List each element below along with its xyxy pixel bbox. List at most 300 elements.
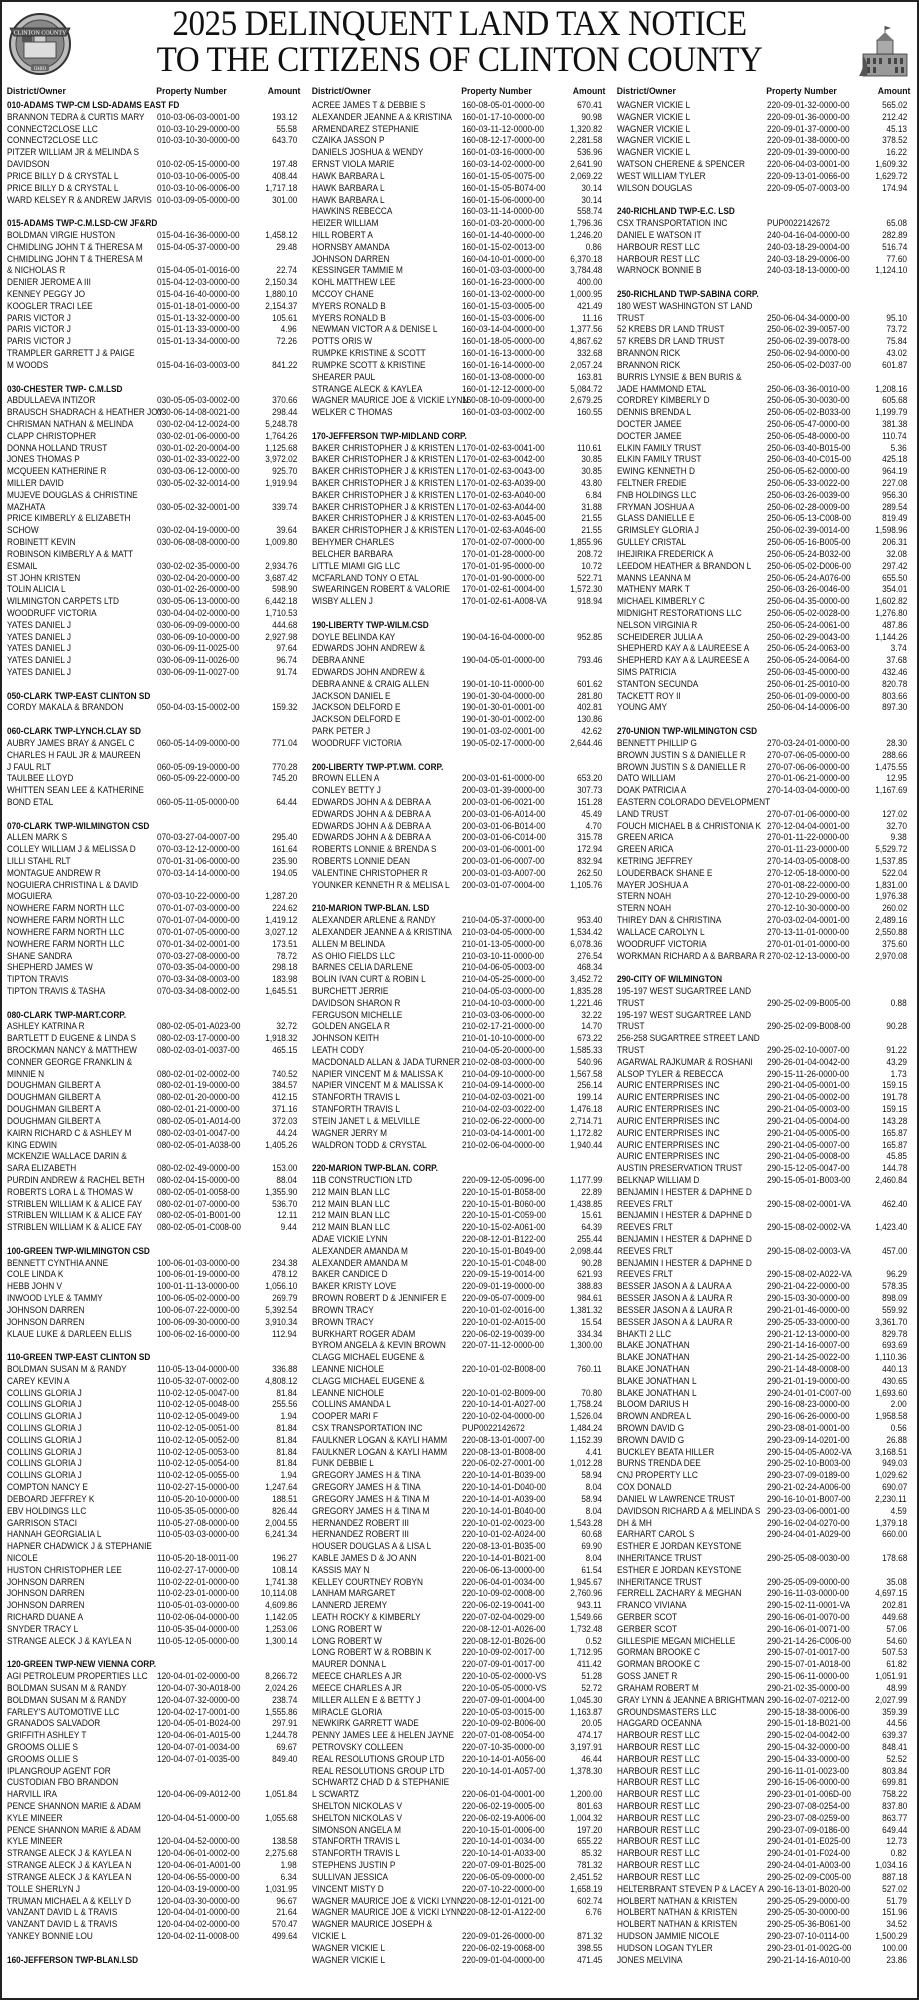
listing-row <box>615 584 917 596</box>
owner-name: BARNES CELIA DARLENE <box>312 962 413 974</box>
owner-name: ELKIN FAMILY TRUST <box>617 442 702 454</box>
district-heading <box>310 620 612 632</box>
listing-row <box>310 1636 612 1648</box>
amount: 1,831.00 <box>874 879 907 891</box>
amount: 837.80 <box>881 1801 907 1812</box>
listing-row <box>5 513 307 525</box>
listing-row <box>615 1258 917 1270</box>
property-number: 270-14-03-04-0000-00 <box>767 785 850 797</box>
owner-name: MANNS LEANNA M <box>617 572 691 584</box>
property-number: 250-06-05-02-0028-00 <box>767 607 850 619</box>
owner-name: WAGNER VICKIE L <box>617 135 691 147</box>
listing-row <box>5 1222 307 1234</box>
listing-row <box>310 1919 612 1931</box>
amount: 161.64 <box>271 844 297 856</box>
amount: 653.20 <box>576 773 602 785</box>
owner-name: WISBY ALLEN J <box>312 596 373 608</box>
property-number: 220-09-01-36-0000-00 <box>767 111 850 123</box>
listing-row <box>310 454 612 466</box>
listing-row <box>5 1588 307 1600</box>
amount: 297.42 <box>881 560 907 572</box>
listing-row <box>310 1021 612 1033</box>
amount: 54.60 <box>886 1635 907 1647</box>
property-number: 250-06-05-02-D037-00 <box>767 359 851 371</box>
owner-name: JACKSON DANIEL E <box>312 690 391 702</box>
listing-row <box>5 277 307 289</box>
amount: 0.88 <box>890 997 907 1009</box>
listing-row <box>615 1848 917 1860</box>
owner-name: HERNANDEZ ROBERT III <box>312 1517 409 1529</box>
listing-row <box>5 785 307 797</box>
property-number: 290-25-05-30-0000-00 <box>767 1907 850 1919</box>
property-number: 070-03-34-08-0002-00 <box>157 985 240 997</box>
amount: 307.73 <box>576 785 602 797</box>
property-number: 220-09-01-32-0000-00 <box>767 100 850 111</box>
amount: 191.78 <box>881 1092 907 1104</box>
owner-name: BESSER JASON A & LAURA R <box>617 1293 733 1305</box>
owner-name: WILMINGTON CARPETS LTD <box>7 596 120 608</box>
amount: 354.01 <box>881 584 907 596</box>
property-number: 270-01-06-21-0000-00 <box>767 773 850 785</box>
owner-name: BAKER CHRISTOPHER J & KRISTEN L <box>312 442 462 454</box>
property-number: 210-04-09-10-0000-00 <box>462 1068 545 1080</box>
property-number: 250-06-05-33-0022-00 <box>767 478 850 489</box>
property-number: 290-15-08-02-0002-VA <box>767 1222 851 1234</box>
owner-name: LEATH CODY <box>312 1045 365 1056</box>
property-number: 160-01-12-12-0000-00 <box>462 383 545 395</box>
property-number: 220-08-13-01-B008-00 <box>462 1446 546 1458</box>
amount: 238.74 <box>271 1694 297 1706</box>
amount: 1,598.96 <box>874 525 907 537</box>
property-number: 070-01-07-04-0000-00 <box>157 915 240 927</box>
owner-name: DAVIDSON <box>7 159 50 171</box>
property-number: 220-09-15-19-0014-00 <box>462 1269 545 1281</box>
property-number: 290-24-04-01-A003-00 <box>767 1860 851 1872</box>
district-heading <box>5 1955 307 1967</box>
listing-row <box>310 301 612 313</box>
owner-name: WALLACE CAROLYN L <box>617 926 705 938</box>
amount: 1,045.30 <box>569 1694 602 1706</box>
listing-row <box>310 100 612 112</box>
property-number: 220-10-14-01-D040-00 <box>462 1482 546 1494</box>
property-number: 190-04-05-01-0000-00 <box>462 655 545 667</box>
district-heading <box>310 1163 612 1175</box>
listing-row <box>615 1872 917 1884</box>
owner-name: DANIEL E WATSON IT <box>617 229 702 241</box>
property-number: 190-01-10-11-0000-00 <box>462 678 544 690</box>
listing-row <box>5 797 307 809</box>
owner-name: SHELTON NICKOLAS V <box>312 1801 403 1812</box>
property-number: 290-21-04-05-0007-00 <box>767 1139 850 1151</box>
owner-name: FNB HOLDINGS LLC <box>617 489 697 501</box>
amount: 151.28 <box>576 796 602 808</box>
listing-row <box>310 1069 612 1081</box>
owner-name: GRIMSLEY GLORIA J <box>617 525 699 537</box>
property-number: 110-02-27-15-0000-00 <box>157 1482 239 1494</box>
amount: 745.20 <box>271 773 297 785</box>
property-number: 120-04-04-52-0000-00 <box>157 1836 240 1848</box>
property-number: 160-01-15-05-B074-00 <box>462 182 546 194</box>
amount: 1,246.20 <box>569 229 602 241</box>
property-number: 290-23-03-06-0001-00 <box>767 1505 850 1517</box>
district-heading <box>5 1659 307 1671</box>
owner-name: 180 WEST WASHINGTON ST LAND <box>617 300 753 312</box>
owner-name: LEATH ROCKY & KIMBERLY <box>312 1612 421 1623</box>
amount: 465.15 <box>271 1045 297 1056</box>
owner-name: BOLDMAN VIRGIE HUSTON <box>7 229 116 241</box>
property-number: 220-10-05-03-0015-00 <box>462 1706 545 1718</box>
property-number: 160-01-15-05-0075-00 <box>462 170 545 182</box>
owner-name: 52 KREBS DR LAND TRUST <box>617 324 725 336</box>
listing-row <box>615 1718 917 1730</box>
property-number: 170-01-01-28-0000-00 <box>462 548 545 560</box>
owner-name: WAGNER VICKIE L <box>312 1942 386 1954</box>
listing-row <box>5 112 307 124</box>
amount: 64.44 <box>276 796 297 808</box>
owner-name: 195-197 WEST SUGARTREE LAND <box>617 985 752 997</box>
amount: 160.55 <box>576 407 602 419</box>
listing-row <box>310 1364 612 1376</box>
property-number: 220-09-01-26-0000-00 <box>462 1930 545 1942</box>
amount: 26.88 <box>886 1434 907 1446</box>
amount: 3,972.02 <box>264 454 297 466</box>
listing-row <box>310 1388 612 1400</box>
amount: 206.31 <box>881 537 907 549</box>
district-heading <box>5 821 307 833</box>
property-number: 080-02-01-19-0000-00 <box>157 1080 240 1092</box>
property-number: 120-04-07-30-A018-00 <box>157 1682 241 1694</box>
owner-name: CHRISMAN NATHAN & MELINDA <box>7 418 134 430</box>
property-number: 220-06-01-04-0001-00 <box>462 1789 545 1801</box>
amount: 639.37 <box>881 1730 907 1742</box>
owner-name: J FAUL RLT <box>7 761 52 773</box>
listing-row <box>615 655 917 667</box>
owner-name: DH & MH <box>617 1517 652 1529</box>
amount: 23.86 <box>886 1954 907 1966</box>
listing-row <box>615 171 917 183</box>
amount: 1,199.79 <box>874 407 907 419</box>
owner-name: HARBOUR REST LLC <box>617 1730 700 1742</box>
owner-name: BARTLETT D EUGENE & LINDA S <box>7 1033 136 1045</box>
owner-name: GREEN ARICA <box>617 844 674 856</box>
amount: 1,549.66 <box>569 1612 602 1623</box>
listing-row <box>310 821 612 833</box>
listing-row <box>5 1671 307 1683</box>
property-number: 070-03-12-12-0000-00 <box>157 844 240 856</box>
property-number: 160-03-11-14-0000-00 <box>462 206 544 218</box>
listing-row <box>310 1588 612 1600</box>
amount: 758.22 <box>881 1789 907 1801</box>
district-heading <box>310 903 612 915</box>
property-number: 220-10-09-02-0017-00 <box>462 1647 545 1659</box>
district-heading <box>615 206 917 218</box>
amount: 64.39 <box>581 1222 602 1234</box>
property-number: 240-03-18-29-0006-00 <box>767 253 850 265</box>
owner-name: MCQUEEN KATHERINE R <box>7 466 107 478</box>
owner-name: DAVIDSON SHARON R <box>312 997 401 1009</box>
property-number: 110-02-12-05-0048-00 <box>157 1399 239 1411</box>
amount: 8.04 <box>585 1482 602 1494</box>
owner-name: JONES MELVINA <box>617 1954 683 1966</box>
property-number: 080-02-04-15-0000-00 <box>157 1174 240 1186</box>
owner-name: TRUST <box>617 1021 645 1033</box>
owner-name: HARBOUR REST LLC <box>617 1812 700 1824</box>
amount: 85.32 <box>581 1848 602 1860</box>
listing-row <box>615 1494 917 1506</box>
owner-name: YANKEY BONNIE LOU <box>7 1930 93 1942</box>
owner-name: HANNAH GEORGIALIA L <box>7 1529 102 1541</box>
listing-row <box>615 1057 917 1069</box>
owner-name: WORKMAN RICHARD A & BARBARA R <box>617 950 766 962</box>
property-number: 010-03-10-06-0006-00 <box>157 182 240 194</box>
amount: 6,078.36 <box>569 938 602 950</box>
listing-row <box>5 1317 307 1329</box>
listing-row <box>310 124 612 136</box>
listing-row <box>310 1187 612 1199</box>
owner-name: 212 MAIN BLAN LLC <box>312 1222 390 1234</box>
amount: 2,644.46 <box>569 737 602 749</box>
district-heading <box>5 726 307 738</box>
property-number: 290-21-04-05-0005-00 <box>767 1127 850 1139</box>
property-number: 290-16-08-23-0000-00 <box>767 1399 850 1411</box>
district-heading <box>5 1010 307 1022</box>
listing-row <box>615 1730 917 1742</box>
listing-row <box>5 1754 307 1766</box>
owner-name: 212 MAIN BLAN LLC <box>312 1198 390 1210</box>
amount: 255.44 <box>576 1234 602 1245</box>
property-number: 210-04-06-05-0003-00 <box>462 962 545 974</box>
owner-name: KENNEY PEGGY JO <box>7 289 86 300</box>
notice-title-line1: 2025 DELINQUENT LAND TAX NOTICE <box>172 3 747 43</box>
district-name: 010-ADAMS TWP-CM LSD-ADAMS EAST FD <box>7 100 180 111</box>
owner-name: NICOLE <box>7 1552 38 1564</box>
property-number: 160-01-16-13-0000-00 <box>462 348 545 360</box>
amount: 1.94 <box>280 1470 297 1482</box>
property-number: 220-10-01-02-A024-00 <box>462 1529 546 1541</box>
listing-row <box>310 147 612 159</box>
amount: 58.94 <box>581 1470 602 1482</box>
owner-name: COLLINS GLORIA J <box>7 1411 82 1423</box>
amount: 4,609.86 <box>264 1600 297 1612</box>
property-number: 010-03-06-03-0001-00 <box>157 111 240 123</box>
listing-row <box>615 147 917 159</box>
amount: 12.73 <box>886 1836 907 1848</box>
owner-name: HEIZER WILLIAM <box>312 218 379 230</box>
property-number: 080-02-05-01-A038-00 <box>157 1139 241 1151</box>
listing-row <box>615 1600 917 1612</box>
header-amount: Amount <box>572 86 606 97</box>
listing-row <box>615 218 917 230</box>
listing-row <box>615 1825 917 1837</box>
owner-name: GRIFFITH ASHLEY T <box>7 1730 87 1742</box>
owner-name: AURIC ENTERPRISES INC <box>617 1151 720 1163</box>
property-number: 070-03-27-08-0000-00 <box>157 950 240 962</box>
amount: 196.27 <box>271 1552 297 1564</box>
property-number: 100-06-01-19-0000-00 <box>157 1269 240 1281</box>
owner-name: MEECE CHARLES A JR <box>312 1671 402 1683</box>
listing-row <box>615 1447 917 1459</box>
owner-name: STRANGE ALECK J & KAYLEA N <box>7 1860 132 1872</box>
owner-name: TACKETT ROY II <box>617 690 681 702</box>
amount: 887.18 <box>881 1871 907 1883</box>
owner-name: EWING KENNETH D <box>617 466 695 478</box>
amount: 11.16 <box>581 312 602 324</box>
property-number: 160-08-05-01-0000-00 <box>462 100 545 111</box>
owner-name: BLAKE JONATHAN <box>617 1363 690 1375</box>
property-number: 290-15-08-02-0001-VA <box>767 1198 851 1210</box>
owner-name: PITZER WILLIAM JR & MELINDA S <box>7 147 140 159</box>
property-number: 210-04-05-03-0000-00 <box>462 985 545 997</box>
owner-name: CSX TRANSPORTATION INC <box>617 218 728 230</box>
listing-row <box>310 1848 612 1860</box>
listing-row <box>310 1884 612 1896</box>
owner-name: SHEARER PAUL <box>312 371 376 383</box>
property-number: 100-06-05-02-0000-00 <box>157 1293 240 1305</box>
property-number: 290-16-06-26-0000-00 <box>767 1411 850 1423</box>
owner-name: COLLINS GLORIA J <box>7 1423 82 1434</box>
property-number: 270-03-24-01-0000-00 <box>767 737 850 749</box>
amount: 60.68 <box>581 1529 602 1541</box>
property-number: 250-06-05-24-A076-00 <box>767 572 851 584</box>
owner-name: JOHNSON KEITH <box>312 1033 379 1045</box>
amount: 235.90 <box>271 856 297 867</box>
owner-name: DENNIS BRENDA L <box>617 407 692 419</box>
amount: 9.38 <box>890 832 907 844</box>
listing-row <box>310 1742 612 1754</box>
listing-row <box>5 903 307 915</box>
owner-name: ALLEN MARK S <box>7 832 68 844</box>
amount: 829.78 <box>881 1328 907 1340</box>
owner-name: EDWARDS JOHN A & DEBRA A <box>312 832 431 844</box>
property-number: 030-06-08-08-0000-00 <box>157 537 240 549</box>
amount: 507.53 <box>881 1647 907 1659</box>
listing-row <box>310 951 612 963</box>
amount: 953.40 <box>576 915 602 927</box>
owner-name: EDWARDS JOHN ANDREW & <box>312 667 425 678</box>
listing-row <box>310 1907 612 1919</box>
owner-name: BROWN ELLEN A <box>312 773 380 785</box>
owner-name: MCFARLAND TONY O ETAL <box>312 572 419 584</box>
amount: 693.69 <box>881 1340 907 1352</box>
amount: 2,550.88 <box>874 926 907 938</box>
property-number: 210-03-10-11-0000-00 <box>462 950 544 962</box>
listing-row <box>615 1813 917 1825</box>
property-number: 015-04-05-37-0000-00 <box>157 241 240 253</box>
listing-row <box>5 1718 307 1730</box>
listing-row <box>615 348 917 360</box>
property-number: 290-21-02-35-0000-00 <box>767 1682 850 1694</box>
owner-name: ROBINETT KEVIN <box>7 537 76 549</box>
amount: 178.68 <box>881 1552 907 1564</box>
property-number: 070-03-10-22-0000-00 <box>157 891 240 903</box>
amount: 1,918.32 <box>264 1033 297 1045</box>
listing-row <box>310 832 612 844</box>
property-number: 290-25-05-29-0000-00 <box>767 1895 850 1907</box>
owner-name: DANIEL W LAWRENCE TRUST <box>617 1493 735 1505</box>
amount: 1,419.12 <box>264 915 297 927</box>
property-number: 220-10-14-01-0034-00 <box>462 1836 545 1848</box>
property-number: 250-06-04-14-0006-00 <box>767 702 850 714</box>
owner-name: ROBINSON KIMBERLY A & MATT <box>7 548 134 560</box>
listing-row <box>310 1777 612 1789</box>
owner-name: ESTHER E JORDAN KEYSTONE <box>617 1541 742 1553</box>
listing-row <box>615 1388 917 1400</box>
owner-name: TRUST <box>617 997 645 1009</box>
amount: 1,110.36 <box>875 1352 907 1364</box>
owner-name: MEECE CHARLES A JR <box>312 1682 402 1694</box>
amount: 848.41 <box>881 1741 907 1753</box>
property-number: 200-03-01-06-0021-00 <box>462 796 545 808</box>
amount: 6,442.18 <box>264 596 297 608</box>
owner-name: NOWHERE FARM NORTH LLC <box>7 938 125 950</box>
property-number: 220-07-02-04-0029-00 <box>462 1612 545 1623</box>
amount: 1,253.06 <box>264 1623 297 1635</box>
owner-name: BELKNAP WILLIAM D <box>617 1174 700 1186</box>
property-number: 030-05-06-13-0000-00 <box>157 596 240 608</box>
amount: 1,287.20 <box>264 891 297 903</box>
listing-row <box>5 1210 307 1222</box>
listing-row <box>310 880 612 892</box>
owner-name: HARBOUR REST LLC <box>617 1848 700 1860</box>
amount: 90.28 <box>886 1021 907 1033</box>
owner-name: CORDY MAKALA & BRANDON <box>7 702 124 714</box>
amount: 29.48 <box>276 241 297 253</box>
amount: 1.73 <box>890 1068 907 1080</box>
property-number: 110-02-12-05-0055-00 <box>157 1470 239 1482</box>
header-owner: District/Owner <box>616 86 676 97</box>
header-amount: Amount <box>267 86 301 97</box>
property-number: 060-05-09-22-0000-00 <box>157 773 240 785</box>
listing-row <box>310 254 612 266</box>
owner-name: TIPTON TRAVIS <box>7 974 69 986</box>
owner-name: ACREE JAMES T & DEBBIE S <box>312 100 426 111</box>
property-number: 220-10-15-02-A061-00 <box>462 1222 546 1234</box>
amount: 820.78 <box>881 678 907 690</box>
listing-row <box>310 384 612 396</box>
listing-row <box>310 1199 612 1211</box>
listing-row <box>615 1199 917 1211</box>
property-number: 220-10-15-01-B060-00 <box>462 1198 546 1210</box>
listing-row <box>615 750 917 762</box>
owner-name: DAVIDSON RICHARD A & MELINDA S <box>617 1505 761 1517</box>
owner-name: JACKSON DELFORD E <box>312 702 401 714</box>
owner-name: RUMPKE KRISTINE & SCOTT <box>312 348 426 360</box>
listing-row <box>615 1069 917 1081</box>
property-number: 290-25-02-09-C005-00 <box>767 1871 851 1883</box>
property-number: 200-03-01-06-0007-00 <box>462 856 545 867</box>
owner-name: SHEPHERD KAY A & LAUREESE A <box>617 655 750 667</box>
amount: 522.04 <box>881 867 907 879</box>
amount: 1,163.87 <box>569 1706 602 1718</box>
owner-name: BAKER CHRISTOPHER J & KRISTEN L <box>312 478 462 489</box>
amount: 378.52 <box>881 135 907 147</box>
listing-row <box>5 573 307 585</box>
property-number: 120-04-06-55-0000-00 <box>157 1871 240 1883</box>
listing-row <box>5 1813 307 1825</box>
property-number: 015-04-16-36-0000-00 <box>157 229 240 241</box>
property-number: 270-12-04-04-0001-00 <box>767 820 850 832</box>
property-number: 030-06-09-11-0026-00 <box>157 655 239 667</box>
owner-name: BAKER CHRISTOPHER J & KRISTEN L <box>312 525 462 537</box>
property-number: 250-06-05-02-B033-00 <box>767 407 851 419</box>
owner-name: FERRELL ZACHARY & MEGHAN <box>617 1588 742 1600</box>
amount: 1,221.46 <box>569 997 602 1009</box>
owner-name: HEBB JOHN V <box>7 1281 63 1293</box>
owner-name: CNJ PROPERTY LLC <box>617 1470 698 1482</box>
property-number: 270-02-12-13-0000-00 <box>767 950 850 962</box>
amount: 660.00 <box>881 1529 907 1541</box>
amount: 384.57 <box>271 1080 297 1092</box>
